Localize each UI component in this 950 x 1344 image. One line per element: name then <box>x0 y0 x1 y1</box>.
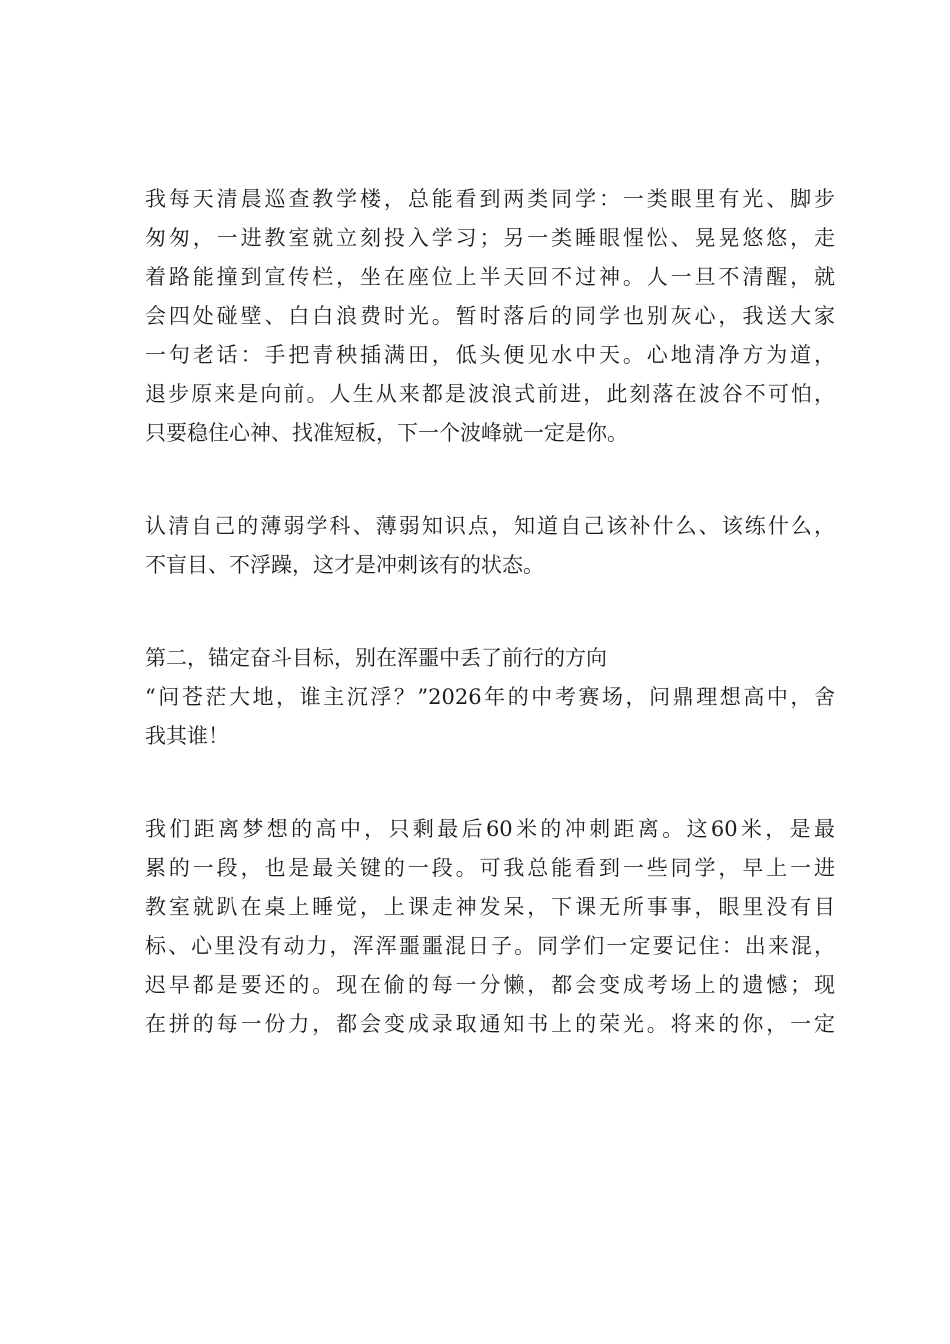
text-line: 累的一段，也是最关键的一段。可我总能看到一些同学，早上一进 <box>145 856 835 880</box>
document-body <box>145 180 835 1044</box>
text-line: 教室就趴在桌上睡觉，上课走神发呆，下课无所事事，眼里没有目 <box>145 895 835 919</box>
paragraph-2 <box>145 507 835 585</box>
text-line: 认清自己的薄弱学科、薄弱知识点，知道自己该补什么、该练什么， <box>145 514 835 538</box>
text-line: 迟早都是要还的。现在偷的每一分懒，都会变成考场上的遗憾；现 <box>145 973 835 997</box>
paragraph-1 <box>145 180 835 453</box>
text-line: 只要稳住心神、找准短板，下一个波峰就一定是你。 <box>145 421 628 445</box>
text-line: “问苍茫大地，谁主沉浮？”2026年的中考赛场，问鼎理想高中，舍 <box>145 685 835 709</box>
paragraph-4 <box>145 810 835 1044</box>
text-line: 我每天清晨巡查教学楼，总能看到两类同学：一类眼里有光、脚步 <box>145 187 835 211</box>
paragraph-gap <box>145 585 835 639</box>
text-line: 退步原来是向前。人生从来都是波浪式前进，此刻落在波谷不可怕， <box>145 382 835 406</box>
paragraph-3 <box>145 678 835 756</box>
text-line: 不盲目、不浮躁，这才是冲刺该有的状态。 <box>145 553 544 577</box>
text-line: 我其谁！ <box>145 724 229 748</box>
text-line: 一句老话：手把青秧插满田，低头便见水中天。心地清净方为道， <box>145 343 835 367</box>
text-line: 匆匆，一进教室就立刻投入学习；另一类睡眼惺忪、晃晃悠悠，走 <box>145 226 835 250</box>
text-line: 在拼的每一份力，都会变成录取通知书上的荣光。将来的你，一定 <box>145 1012 835 1036</box>
paragraph-gap <box>145 453 835 507</box>
section-heading: 第二，锚定奋斗目标，别在浑噩中丢了前行的方向 <box>145 646 607 670</box>
text-line: 着路能撞到宣传栏，坐在座位上半天回不过神。人一旦不清醒，就 <box>145 265 835 289</box>
text-line: 我们距离梦想的高中，只剩最后60米的冲刺距离。这60米，是最 <box>145 817 835 841</box>
text-line: 会四处碰壁、白白浪费时光。暂时落后的同学也别灰心，我送大家 <box>145 304 835 328</box>
text-line: 标、心里没有动力，浑浑噩噩混日子。同学们一定要记住：出来混， <box>145 934 835 958</box>
paragraph-gap <box>145 756 835 810</box>
